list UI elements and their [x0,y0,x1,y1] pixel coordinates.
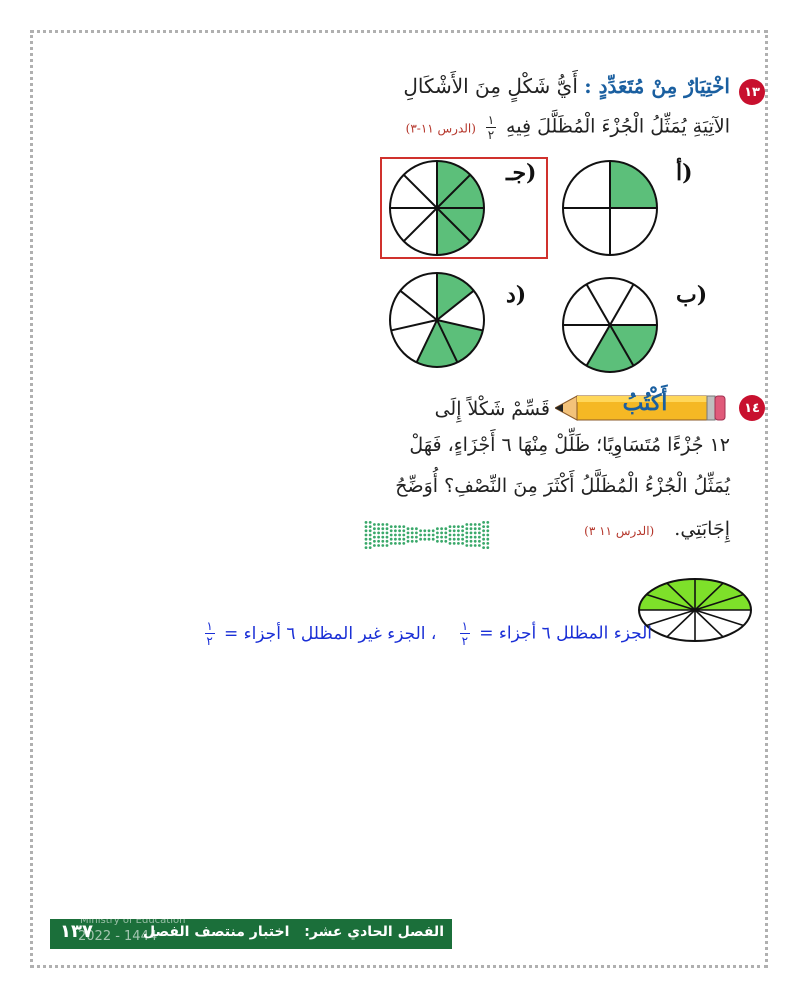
logo-dot [373,532,376,535]
logo-dot [407,532,410,535]
logo-dot [394,538,397,541]
logo-dot [461,529,464,532]
logo-dot [440,527,443,530]
logo-dot [478,523,481,526]
logo-dot [465,527,468,530]
logo-dot [369,534,372,537]
logo-dot [381,527,384,530]
logo-dot [398,529,401,532]
logo-dot [465,532,468,535]
fraction-denominator: ٢ [487,128,495,142]
logo-dot [381,544,384,547]
question-13-fraction [486,114,496,141]
logo-dot [457,534,460,537]
logo-dot [486,521,489,524]
fraction-denominator: ٢ [461,634,469,648]
logo-dot [474,532,477,535]
logo-dot [440,540,443,543]
logo-dot [365,542,368,545]
logo-dot [436,532,439,535]
logo-dot [453,525,456,528]
logo-dot [394,525,397,528]
logo-dot [377,527,380,530]
logo-dot [432,534,435,537]
logo-dot [373,540,376,543]
answer-line [201,620,652,647]
fraction-numerator: ١ [461,619,469,633]
logo-dot [386,523,389,526]
logo-dot [423,534,426,537]
logo-dot [444,540,447,543]
logo-dot [398,538,401,541]
answer-ellipse-diagram [637,577,753,643]
logo-dot [369,521,372,524]
fraction-numerator: ١ [487,113,495,127]
logo-dot [470,527,473,530]
logo-dot [365,521,368,524]
logo-dot [390,538,393,541]
logo-dot [440,536,443,539]
question-13-lesson-ref: (الدرس ١١-٣) [405,121,476,136]
logo-dot [386,540,389,543]
logo-dot [398,534,401,537]
option-b-label: ب) [676,282,708,308]
logo-dot [365,534,368,537]
question-14-text4: إِجَابَتِي. [674,518,730,540]
question-13-badge [739,79,765,105]
logo-dot [407,540,410,543]
logo-dot [390,534,393,537]
logo-dot [453,542,456,545]
logo-dot [457,529,460,532]
logo-dot [373,527,376,530]
question-13-number: ١٣ [744,84,760,100]
logo-dot [377,540,380,543]
footer-section: اختبار منتصف الفصل [143,924,290,940]
logo-dot [402,542,405,545]
logo-dot [449,525,452,528]
answer-fraction-1 [460,620,470,647]
logo-dot [398,525,401,528]
option-a-circle[interactable] [560,158,660,258]
logo-dot [474,527,477,530]
logo-dot [365,546,368,549]
logo-dot [407,527,410,530]
logo-dot [453,534,456,537]
logo-dot [470,523,473,526]
divider-line [391,320,437,330]
question-13-line1 [270,74,730,98]
footer-chapter: الفصل الحادي عشر: [304,924,444,940]
logo-dot [457,525,460,528]
logo-dot [474,523,477,526]
question-14-number: ١٤ [744,400,760,416]
logo-dot [402,529,405,532]
logo-dot [482,521,485,524]
logo-dot [432,538,435,541]
option-c-circle[interactable] [387,158,487,258]
logo-dot [365,529,368,532]
logo-dot [449,542,452,545]
logo-dot [415,532,418,535]
logo-dot [444,527,447,530]
logo-dot [478,540,481,543]
logo-dot [436,527,439,530]
logo-dot [407,536,410,539]
logo-dot [377,532,380,535]
logo-dot [465,540,468,543]
logo-dot [415,536,418,539]
question-13-heading: اخْتِيَارٌ مِنْ مُتَعَدِّدٍ : [584,74,730,98]
logo-dot [482,534,485,537]
logo-dot [390,529,393,532]
logo-dot [465,523,468,526]
logo-dot [415,527,418,530]
ministry-logo-icon [362,518,492,552]
logo-dot [432,529,435,532]
logo-dot [419,538,422,541]
page-number: ١٣٧ [60,921,93,942]
logo-dot [377,544,380,547]
logo-dot [390,525,393,528]
logo-dot [470,532,473,535]
logo-dot [394,529,397,532]
logo-dot [411,532,414,535]
logo-dot [474,536,477,539]
logo-dot [428,534,431,537]
logo-dot [474,540,477,543]
logo-dot [402,525,405,528]
logo-dot [381,540,384,543]
question-14-lesson-ref: (الدرس ١١ ٣) [584,524,655,538]
question-14-badge [739,395,765,421]
logo-dot [373,536,376,539]
divider-line [400,291,437,320]
answer-fraction-2 [205,620,215,647]
logo-dot [457,538,460,541]
logo-dot [381,532,384,535]
write-tag-label: أَكْتُبُ [622,390,668,416]
logo-dot [394,534,397,537]
logo-dot [444,532,447,535]
logo-dot [436,536,439,539]
logo-dot [486,546,489,549]
logo-dot [470,544,473,547]
footer-bar [50,915,452,949]
logo-dot [381,523,384,526]
logo-dot [449,529,452,532]
logo-dot [411,540,414,543]
option-a-label: أ) [676,160,693,186]
divider-line [404,208,437,241]
logo-dot [369,546,372,549]
question-14-line1: قَسِّمْ شَكْلاً إِلَى [434,398,550,420]
logo-dot [482,525,485,528]
logo-dot [478,532,481,535]
divider-line [610,284,634,325]
logo-dot [444,536,447,539]
logo-dot [390,542,393,545]
answer-unshaded-text: ، الجزء غير المظلل ٦ أجزاء = [223,623,437,644]
logo-dot [365,538,368,541]
logo-dot [411,536,414,539]
question-13-text2: الآتِيَةِ يُمَثِّلُ الْجُزْءَ الْمُظَلَّلَ فِيهِ [506,115,730,138]
divider-line [404,175,437,208]
footer-title [143,924,444,940]
question-13-line2 [250,114,730,141]
logo-dot [423,529,426,532]
logo-dot [449,538,452,541]
logo-dot [365,525,368,528]
watermark-year: 2022 - 1444 [78,929,158,944]
fraction-numerator: ١ [206,619,213,633]
logo-dot [419,534,422,537]
logo-dot [369,538,372,541]
logo-dot [415,540,418,543]
logo-dot [478,544,481,547]
question-13-text1: أَيُّ شَكْلٍ مِنَ الأَشْكَالِ [403,74,578,98]
logo-dot [461,538,464,541]
logo-dot [486,525,489,528]
logo-dot [369,542,372,545]
logo-dot [461,542,464,545]
logo-dot [486,529,489,532]
logo-dot [457,542,460,545]
logo-dot [461,534,464,537]
option-b-circle[interactable] [560,275,660,375]
logo-dot [428,538,431,541]
logo-dot [470,540,473,543]
shaded-sectors [417,273,483,367]
logo-dot [377,523,380,526]
logo-dot [482,546,485,549]
logo-dot [373,523,376,526]
question-14-line2: ١٢ جُزْءًا مُتَسَاوِيًا؛ ظَلِّلْ مِنْهَا ٦ أَجْزَاءٍ، فَهَلْ [409,434,730,456]
logo-dot [428,529,431,532]
option-d-label: د) [506,282,527,308]
fraction-denominator: ٢ [206,634,213,648]
divider-line [587,284,611,325]
logo-dot [486,538,489,541]
logo-dot [373,544,376,547]
logo-dot [482,538,485,541]
logo-dot [398,542,401,545]
logo-dot [478,536,481,539]
logo-dot [369,525,372,528]
logo-dot [386,527,389,530]
question-14-line3: يُمَثِّلُ الْجُزْءُ الْمُظَلَّلُ أَكْثَرَ مِنَ النِّصْفِ؟ أُوَضِّحُ [395,475,730,497]
logo-dot [470,536,473,539]
logo-dot [394,542,397,545]
logo-dot [478,527,481,530]
logo-dot [386,544,389,547]
logo-dot [381,536,384,539]
option-c-label: جـ) [506,160,537,186]
logo-dot [465,536,468,539]
logo-dot [436,540,439,543]
logo-dot [449,534,452,537]
logo-dot [411,527,414,530]
logo-dot [423,538,426,541]
logo-dot [419,529,422,532]
logo-dot [369,529,372,532]
logo-dot [386,532,389,535]
logo-dot [461,525,464,528]
option-d-circle[interactable] [387,270,487,370]
logo-dot [486,542,489,545]
logo-dot [465,544,468,547]
logo-dot [482,529,485,532]
watermark-ministry: Ministry of Education [80,915,186,926]
logo-dot [453,529,456,532]
logo-dot [453,538,456,541]
logo-dot [402,538,405,541]
logo-dot [377,536,380,539]
logo-dot [440,532,443,535]
logo-dot [386,536,389,539]
answer-shaded-text: الجزء المظلل ٦ أجزاء = [479,623,652,644]
logo-dot [486,534,489,537]
logo-dot [474,544,477,547]
logo-dot [482,542,485,545]
logo-dot [402,534,405,537]
